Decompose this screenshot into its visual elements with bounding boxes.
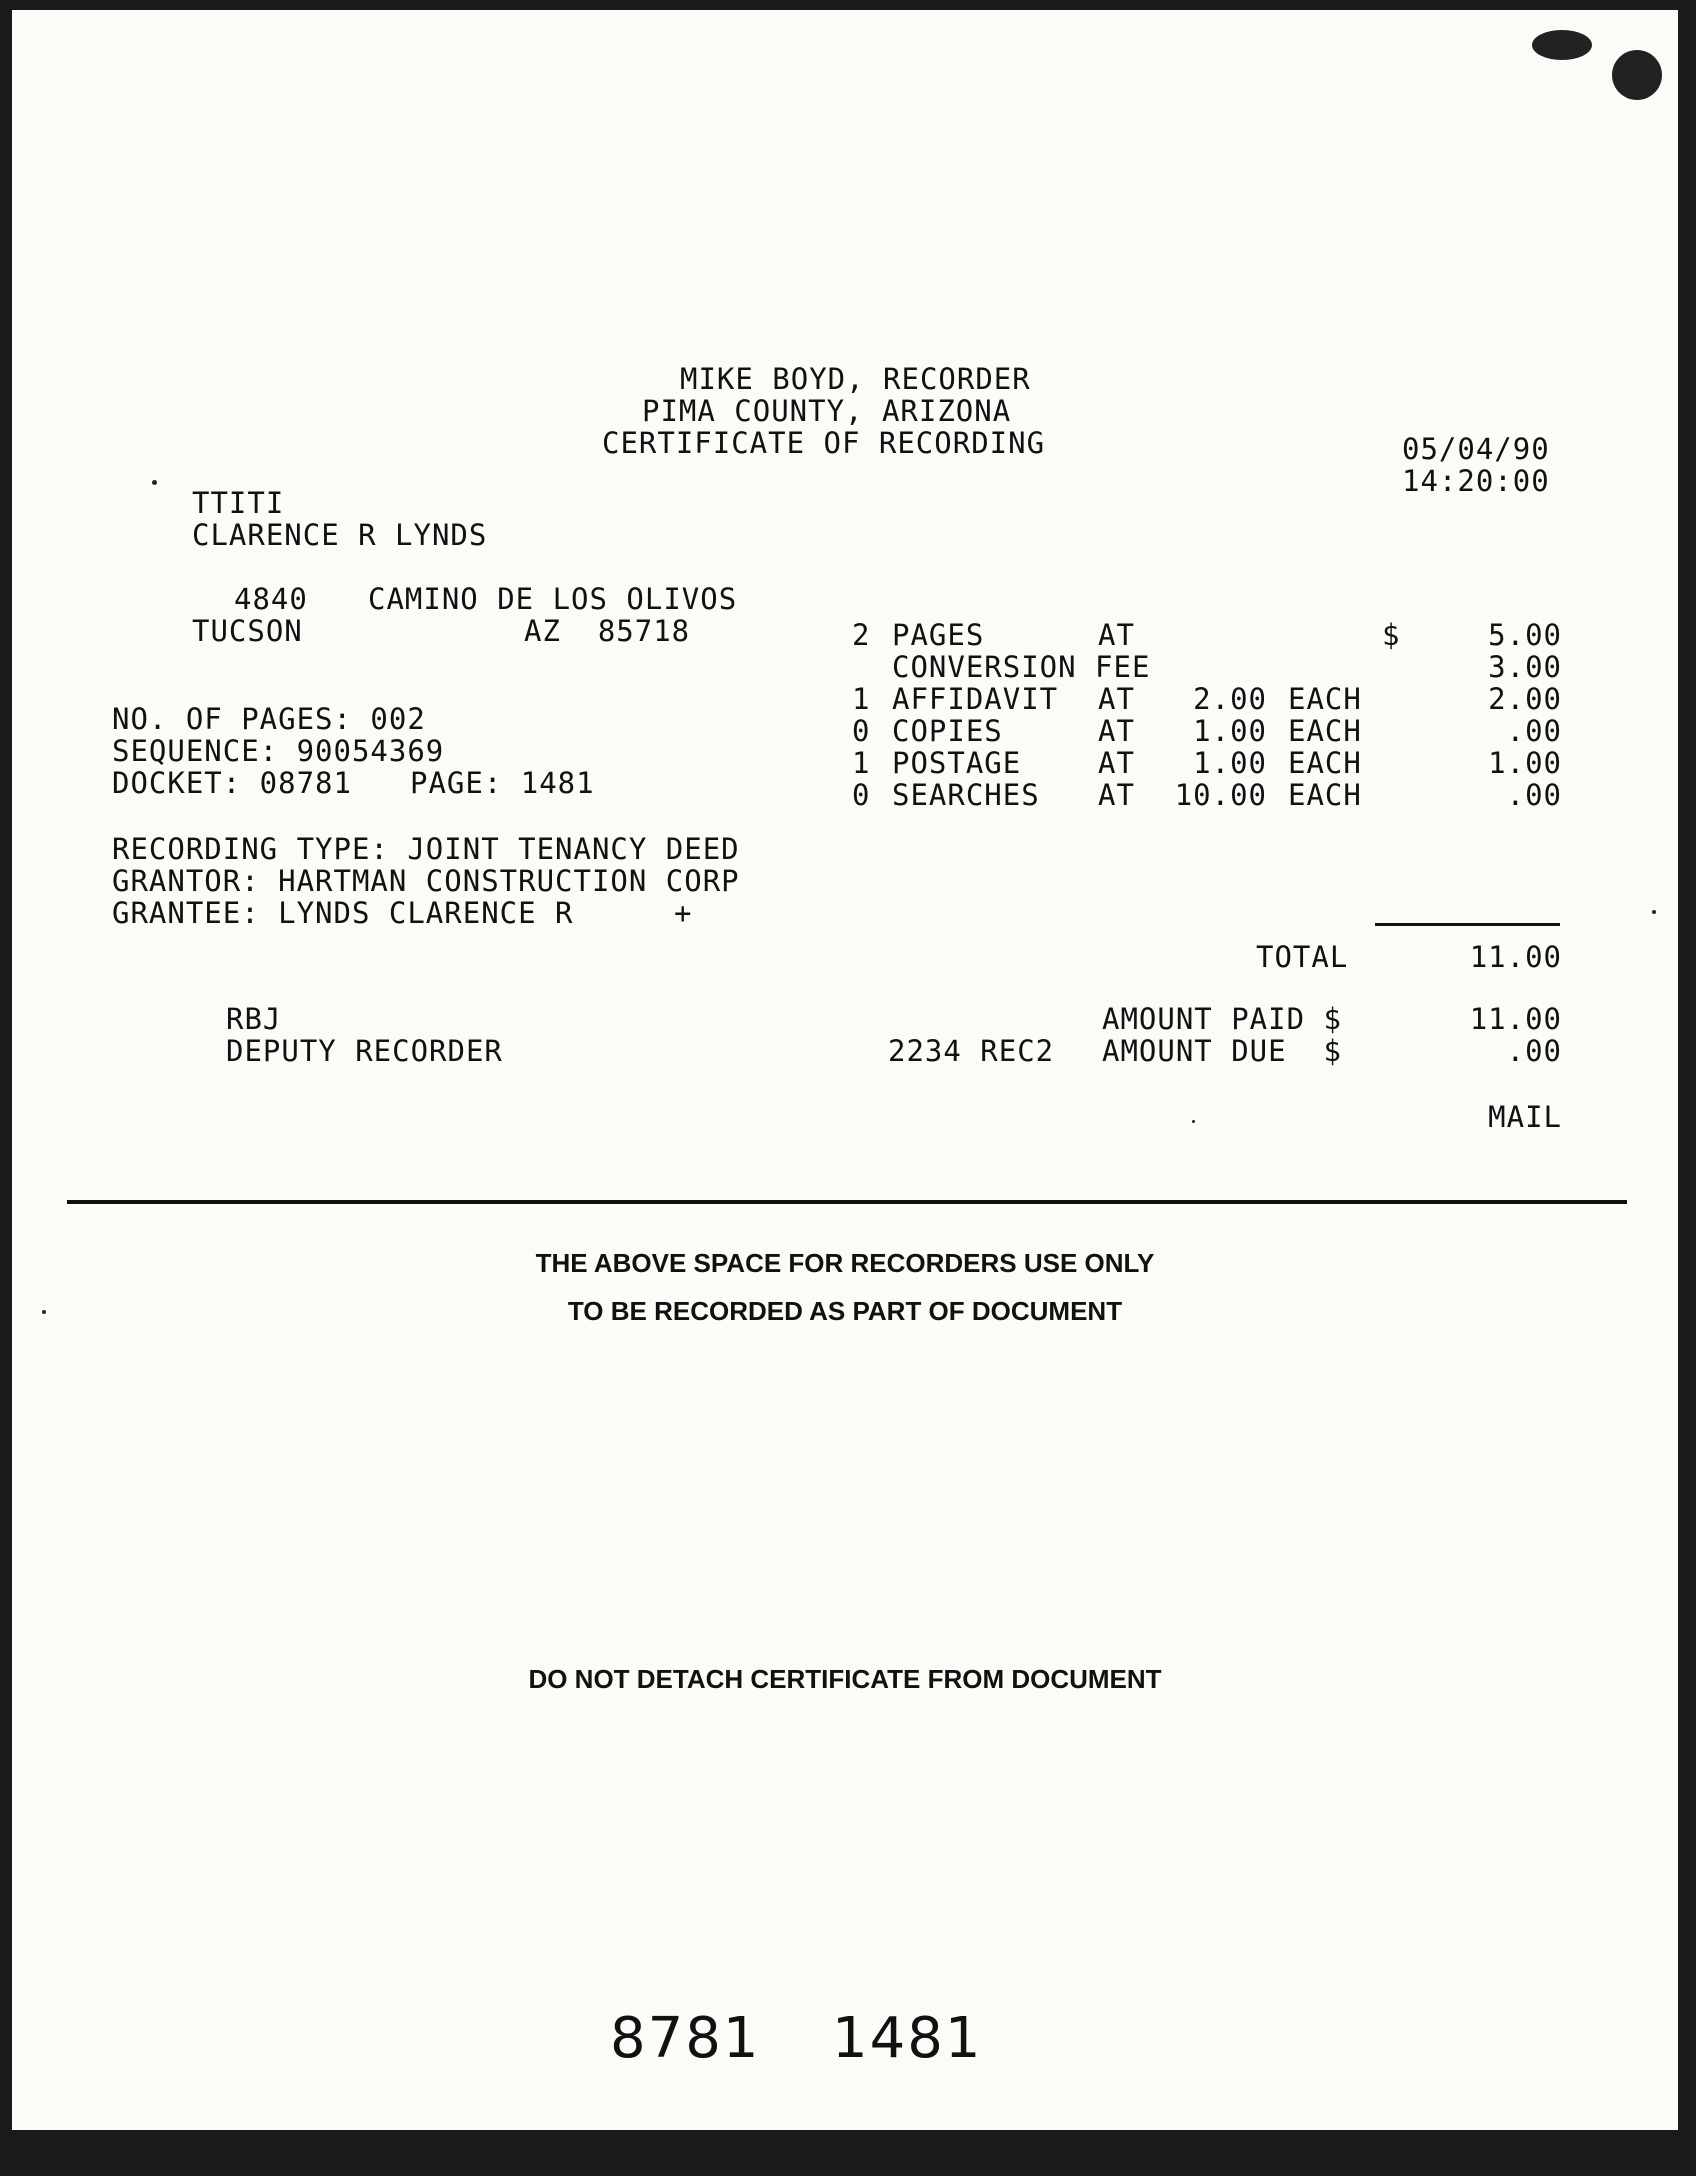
fee-rate: 1.00 [1193,746,1267,780]
fee-amount: 5.00 [1488,618,1562,652]
fee-qty: 2 [852,618,871,652]
fee-item: CONVERSION FEE [892,650,1151,684]
fee-each: EACH [1288,714,1362,748]
record-date: 05/04/90 [1402,432,1550,466]
county-name: PIMA COUNTY, ARIZONA [642,394,1012,428]
fee-amount: 1.00 [1488,746,1562,780]
fee-item: COPIES [892,714,1003,748]
number-of-pages: NO. OF PAGES: 002 [112,702,426,736]
do-not-detach-notice: DO NOT DETACH CERTIFICATE FROM DOCUMENT [528,1664,1162,1694]
record-part-notice: TO BE RECORDED AS PART OF DOCUMENT [567,1296,1123,1326]
fee-item: PAGES [892,618,985,652]
street-number: 4840 [234,582,308,616]
docket-number: DOCKET: 08781 [112,766,352,800]
amount-due: .00 [1506,1034,1562,1068]
addressee-code: TTITI [192,486,285,520]
divider-line [67,1200,1627,1204]
fee-amount: 2.00 [1488,682,1562,716]
total-label: TOTAL [1256,940,1349,974]
amount-paid: 11.00 [1469,1002,1562,1036]
grantee-plus-mark: + [674,896,693,930]
grantee: GRANTEE: LYNDS CLARENCE R [112,896,574,930]
city: TUCSON [192,614,303,648]
fee-rate: 2.00 [1193,682,1267,716]
fee-currency: $ [1382,618,1401,652]
fee-qty: 0 [852,778,871,812]
fee-amount: .00 [1506,714,1562,748]
grantor: GRANTOR: HARTMAN CONSTRUCTION CORP [112,864,740,898]
certificate-page [12,10,1678,2130]
fee-item: POSTAGE [892,746,1022,780]
state-zip: AZ 85718 [524,614,691,648]
amount-paid-label: AMOUNT PAID $ [1102,1002,1342,1036]
register-code: 2234 REC2 [888,1034,1055,1068]
stamped-page-number: 1481 [832,2006,983,2071]
fee-qty: 1 [852,746,871,780]
recording-type: RECORDING TYPE: JOINT TENANCY DEED [112,832,740,866]
fee-each: EACH [1288,746,1362,780]
delivery-method: MAIL [1488,1100,1562,1134]
sequence-number: SEQUENCE: 90054369 [112,734,445,768]
fee-rate: 1.00 [1193,714,1267,748]
fee-at: AT [1098,746,1135,780]
fee-qty: 1 [852,682,871,716]
record-time: 14:20:00 [1402,464,1550,498]
fee-each: EACH [1288,778,1362,812]
fee-each: EACH [1288,682,1362,716]
fee-rate: 10.00 [1174,778,1267,812]
fee-at: AT [1098,682,1135,716]
total-amount: 11.00 [1469,940,1562,974]
page-number: PAGE: 1481 [410,766,595,800]
certificate-title: CERTIFICATE OF RECORDING [602,426,1046,460]
fee-qty: 0 [852,714,871,748]
total-underline [1375,923,1560,926]
fee-at: AT [1098,618,1135,652]
stamped-docket-number: 8781 [610,2006,761,2071]
amount-due-label: AMOUNT DUE $ [1102,1034,1342,1068]
fee-at: AT [1098,714,1135,748]
fee-amount: .00 [1506,778,1562,812]
fee-item: AFFIDAVIT [892,682,1059,716]
fee-at: AT [1098,778,1135,812]
recorders-use-notice: THE ABOVE SPACE FOR RECORDERS USE ONLY [535,1248,1155,1278]
deputy-initials: RBJ [226,1002,282,1036]
street-name: CAMINO DE LOS OLIVOS [368,582,738,616]
fee-amount: 3.00 [1488,650,1562,684]
fee-item: SEARCHES [892,778,1040,812]
addressee-name: CLARENCE R LYNDS [192,518,488,552]
deputy-title: DEPUTY RECORDER [226,1034,503,1068]
recorder-name: MIKE BOYD, RECORDER [680,362,1031,396]
